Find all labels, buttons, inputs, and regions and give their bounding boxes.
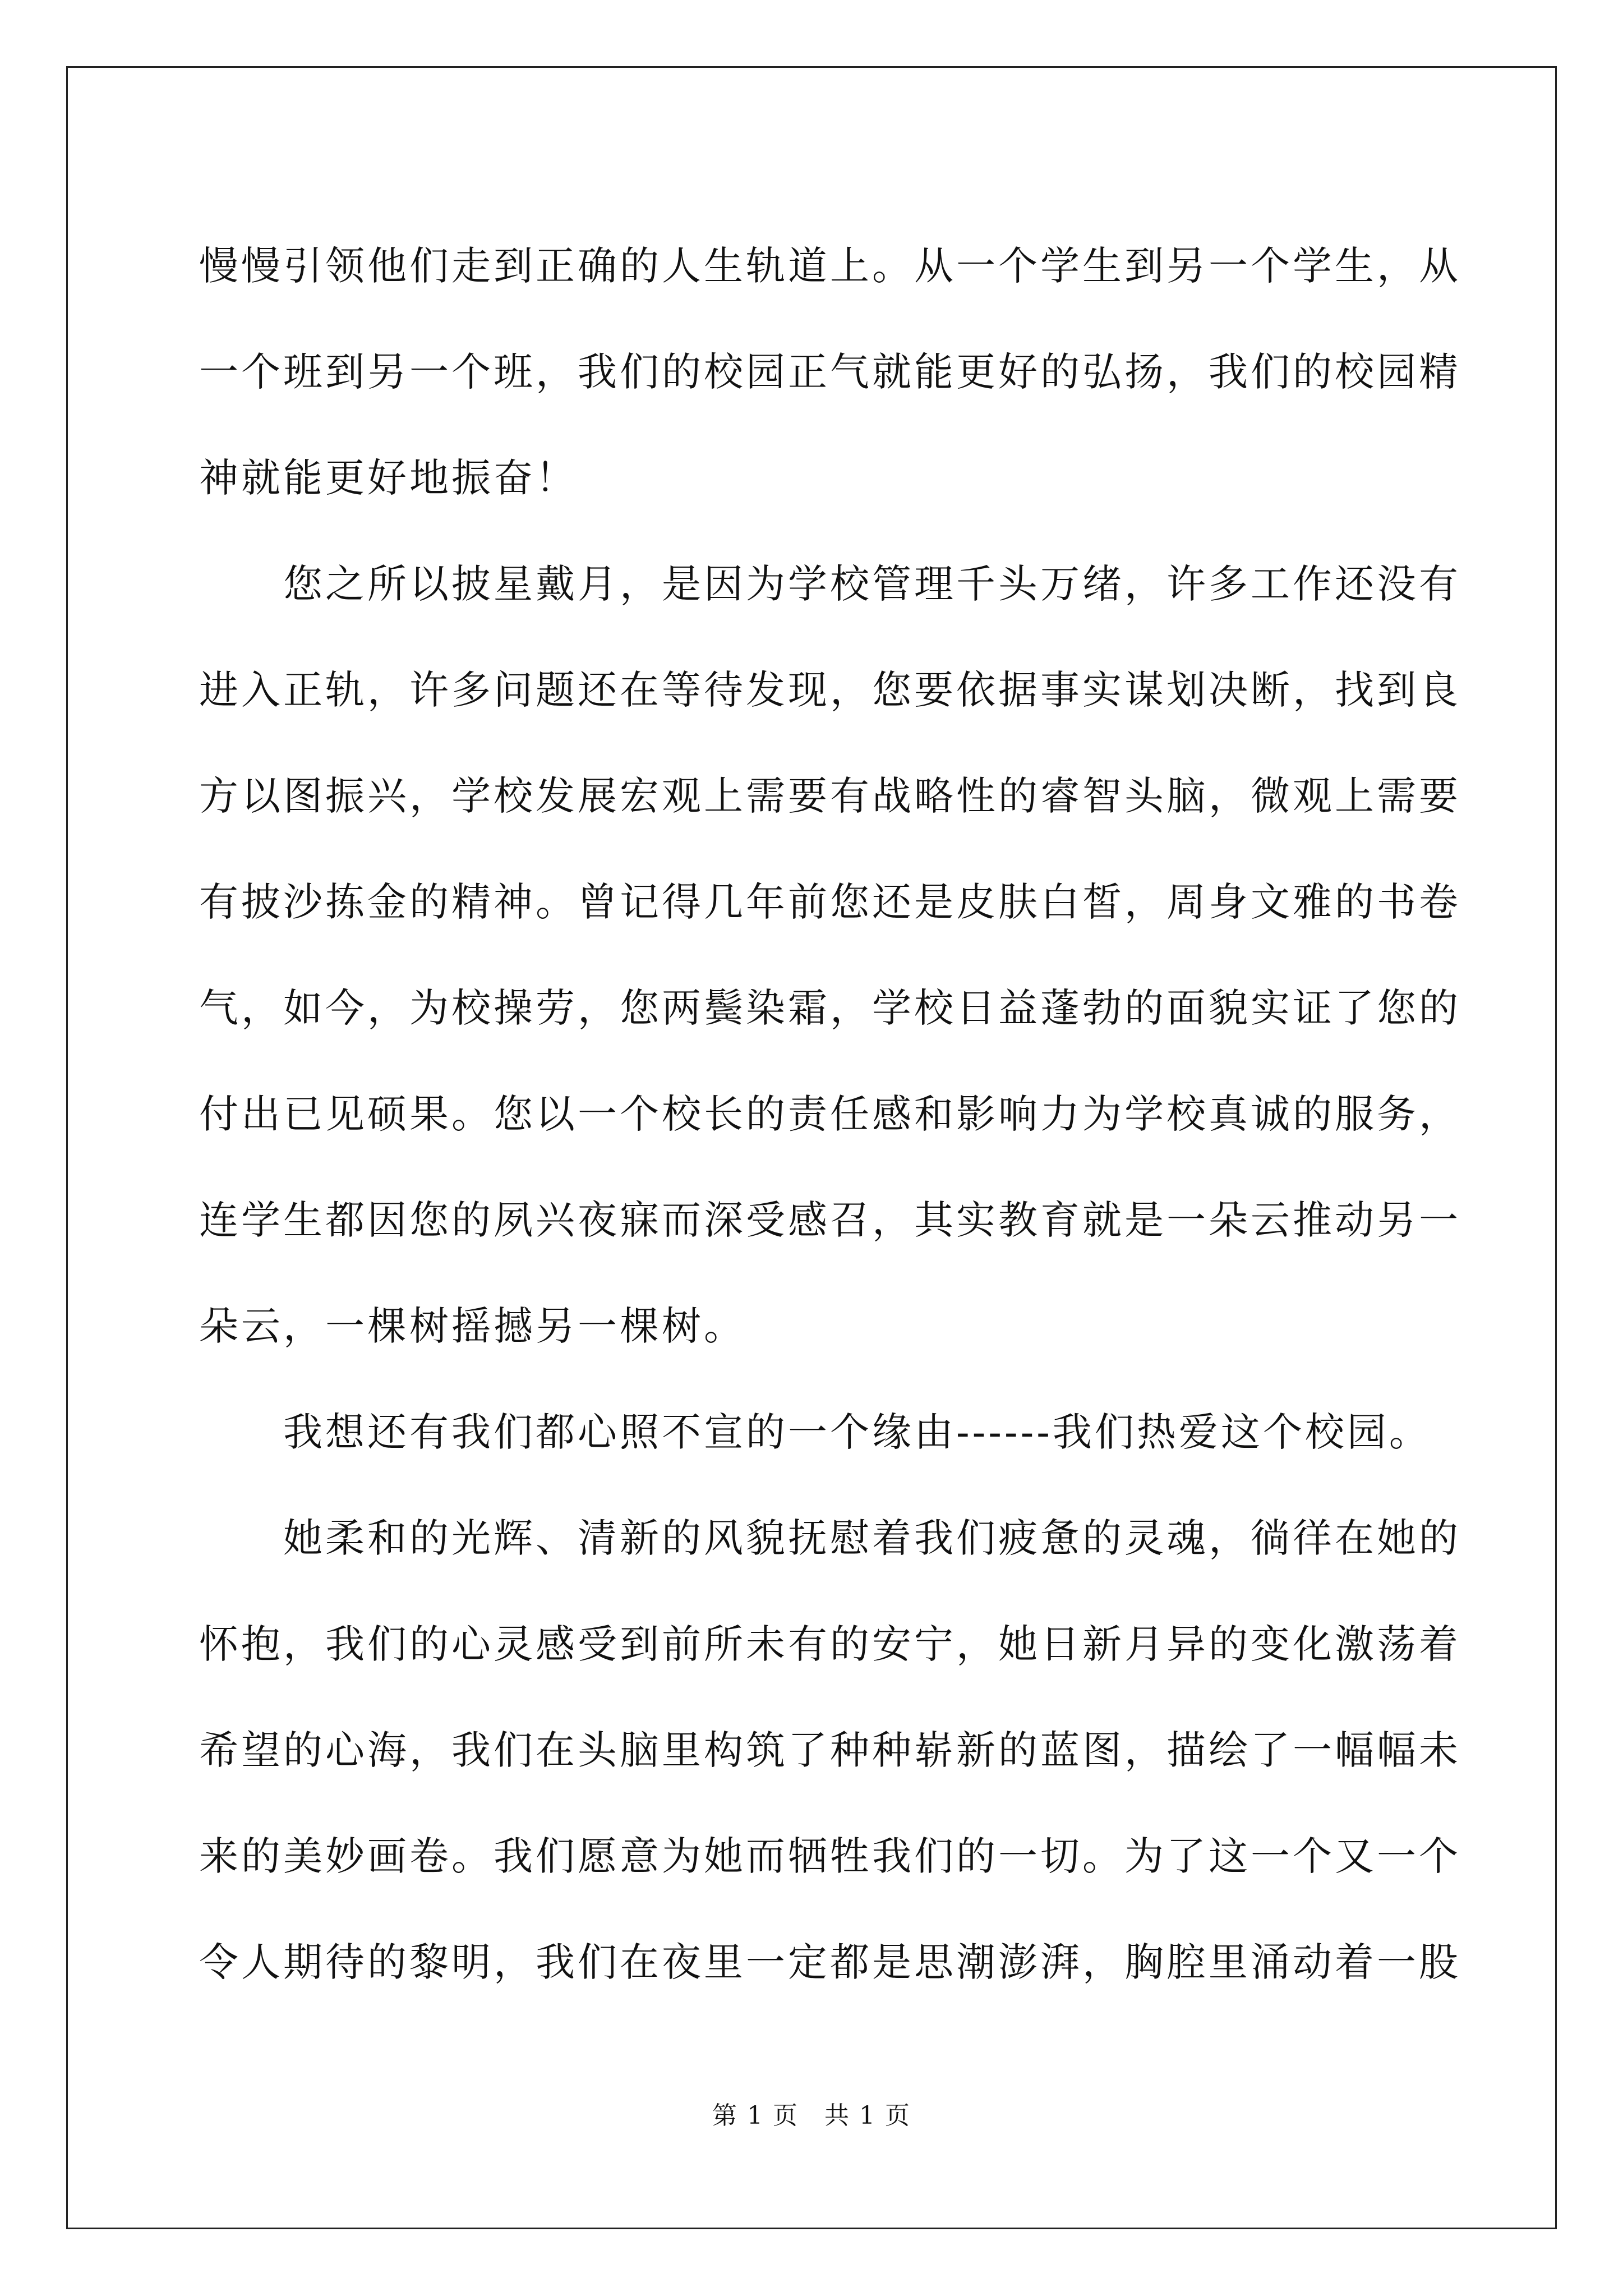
text-line: 一个班到另一个班，我们的校园正气就能更好的弘扬，我们的校园精 (199, 349, 1461, 395)
text-line: 朵云，一棵树摇撼另一棵树。 (199, 1303, 746, 1349)
text-line: 有披沙拣金的精神。曾记得几年前您还是皮肤白皙，周身文雅的书卷 (199, 879, 1461, 925)
text-line: 方以图振兴，学校发展宏观上需要有战略性的睿智头脑，微观上需要 (199, 773, 1461, 819)
text-line: 神就能更好地振奋！ (199, 455, 578, 501)
text-line: 令人期待的黎明，我们在夜里一定都是思潮澎湃，胸腔里涌动着一股 (199, 1939, 1461, 1985)
text-line: 气，如今，为校操劳，您两鬓染霜，学校日益蓬勃的面貌实证了您的 (199, 985, 1461, 1031)
text-line: 我想还有我们都心照不宣的一个缘由------我们热爱这个校园。 (283, 1409, 1431, 1455)
text-line: 进入正轨，许多问题还在等待发现，您要依据事实谋划决断，找到良 (199, 667, 1461, 713)
text-line: 付出已见硕果。您以一个校长的责任感和影响力为学校真诚的服务， (199, 1091, 1461, 1137)
paragraph (199, 1485, 1461, 2016)
text-line: 来的美妙画卷。我们愿意为她而牺牲我们的一切。为了这一个又一个 (199, 1833, 1461, 1879)
text-line: 慢慢引领他们走到正确的人生轨道上。从一个学生到另一个学生，从 (199, 243, 1461, 289)
text-line: 希望的心海，我们在头脑里构筑了种种崭新的蓝图，描绘了一幅幅未 (199, 1727, 1461, 1773)
paragraph (199, 531, 1461, 1379)
document-body (199, 213, 1461, 2016)
paragraph (199, 213, 1461, 531)
text-line: 怀抱，我们的心灵感受到前所未有的安宁，她日新月异的变化激荡着 (199, 1621, 1461, 1667)
text-line: 您之所以披星戴月，是因为学校管理千头万绪，许多工作还没有 (283, 561, 1461, 607)
paragraph (199, 1379, 1431, 1485)
text-line: 连学生都因您的夙兴夜寐而深受感召，其实教育就是一朵云推动另一 (199, 1197, 1461, 1243)
page-footer: 第 1 页 共 1 页 (712, 2101, 911, 2130)
text-line: 她柔和的光辉、清新的风貌抚慰着我们疲惫的灵魂，徜徉在她的 (283, 1515, 1461, 1561)
